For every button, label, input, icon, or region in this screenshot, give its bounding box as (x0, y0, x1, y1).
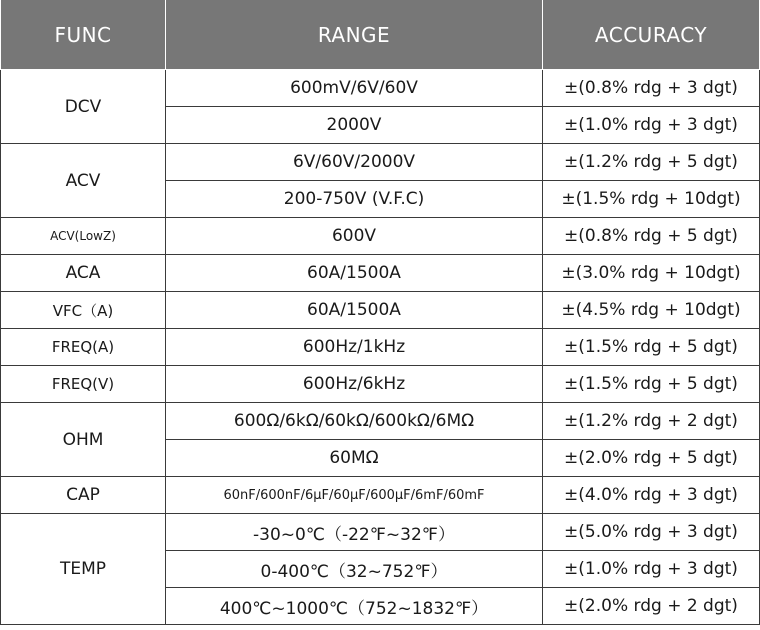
accuracy-cell: ±(5.0% rdg + 3 dgt) (543, 514, 760, 551)
func-cell: OHM (1, 403, 166, 477)
table-row (1, 514, 760, 551)
func-cell: FREQ(A) (1, 329, 166, 366)
func-cell: DCV (1, 70, 166, 144)
range-cell: 200-750V (V.F.C) (166, 181, 543, 218)
table-row (1, 144, 760, 181)
header-func: FUNC (1, 0, 166, 70)
range-cell: 600Ω/6kΩ/60kΩ/600kΩ/6MΩ (166, 403, 543, 440)
func-cell: TEMP (1, 514, 166, 625)
table-row (1, 329, 760, 366)
table-row (1, 218, 760, 255)
func-cell: ACV(LowZ) (1, 218, 166, 255)
accuracy-cell: ±(3.0% rdg + 10dgt) (543, 255, 760, 292)
accuracy-cell: ±(1.0% rdg + 3 dgt) (543, 551, 760, 588)
table-row (1, 292, 760, 329)
accuracy-cell: ±(1.5% rdg + 10dgt) (543, 181, 760, 218)
func-cell: ACA (1, 255, 166, 292)
range-cell: 600mV/6V/60V (166, 70, 543, 107)
func-cell: CAP (1, 477, 166, 514)
func-cell: FREQ(V) (1, 366, 166, 403)
header-range: RANGE (166, 0, 543, 70)
range-cell: 60nF/600nF/6μF/60μF/600μF/6mF/60mF (166, 477, 543, 514)
header-row (1, 0, 760, 70)
range-cell: 400℃~1000℃（752~1832℉） (166, 588, 543, 625)
table-row (1, 70, 760, 107)
accuracy-cell: ±(2.0% rdg + 5 dgt) (543, 440, 760, 477)
accuracy-cell: ±(1.2% rdg + 5 dgt) (543, 144, 760, 181)
range-cell: 60A/1500A (166, 255, 543, 292)
range-cell: 0-400℃（32~752℉） (166, 551, 543, 588)
range-cell: 2000V (166, 107, 543, 144)
range-cell: 600V (166, 218, 543, 255)
range-cell: 600Hz/1kHz (166, 329, 543, 366)
table-row (1, 366, 760, 403)
table-row (1, 255, 760, 292)
range-cell: 600Hz/6kHz (166, 366, 543, 403)
func-cell: ACV (1, 144, 166, 218)
range-cell: 6V/60V/2000V (166, 144, 543, 181)
accuracy-cell: ±(2.0% rdg + 2 dgt) (543, 588, 760, 625)
accuracy-cell: ±(4.0% rdg + 3 dgt) (543, 477, 760, 514)
range-cell: -30~0℃（-22℉~32℉） (166, 514, 543, 551)
range-cell: 60A/1500A (166, 292, 543, 329)
header-accuracy: ACCURACY (543, 0, 760, 70)
accuracy-cell: ±(1.2% rdg + 2 dgt) (543, 403, 760, 440)
accuracy-cell: ±(1.0% rdg + 3 dgt) (543, 107, 760, 144)
accuracy-cell: ±(0.8% rdg + 3 dgt) (543, 70, 760, 107)
accuracy-cell: ±(4.5% rdg + 10dgt) (543, 292, 760, 329)
accuracy-cell: ±(0.8% rdg + 5 dgt) (543, 218, 760, 255)
func-cell: VFC（A) (1, 292, 166, 329)
range-cell: 60MΩ (166, 440, 543, 477)
table-row (1, 403, 760, 440)
table-row (1, 477, 760, 514)
accuracy-cell: ±(1.5% rdg + 5 dgt) (543, 329, 760, 366)
accuracy-cell: ±(1.5% rdg + 5 dgt) (543, 366, 760, 403)
